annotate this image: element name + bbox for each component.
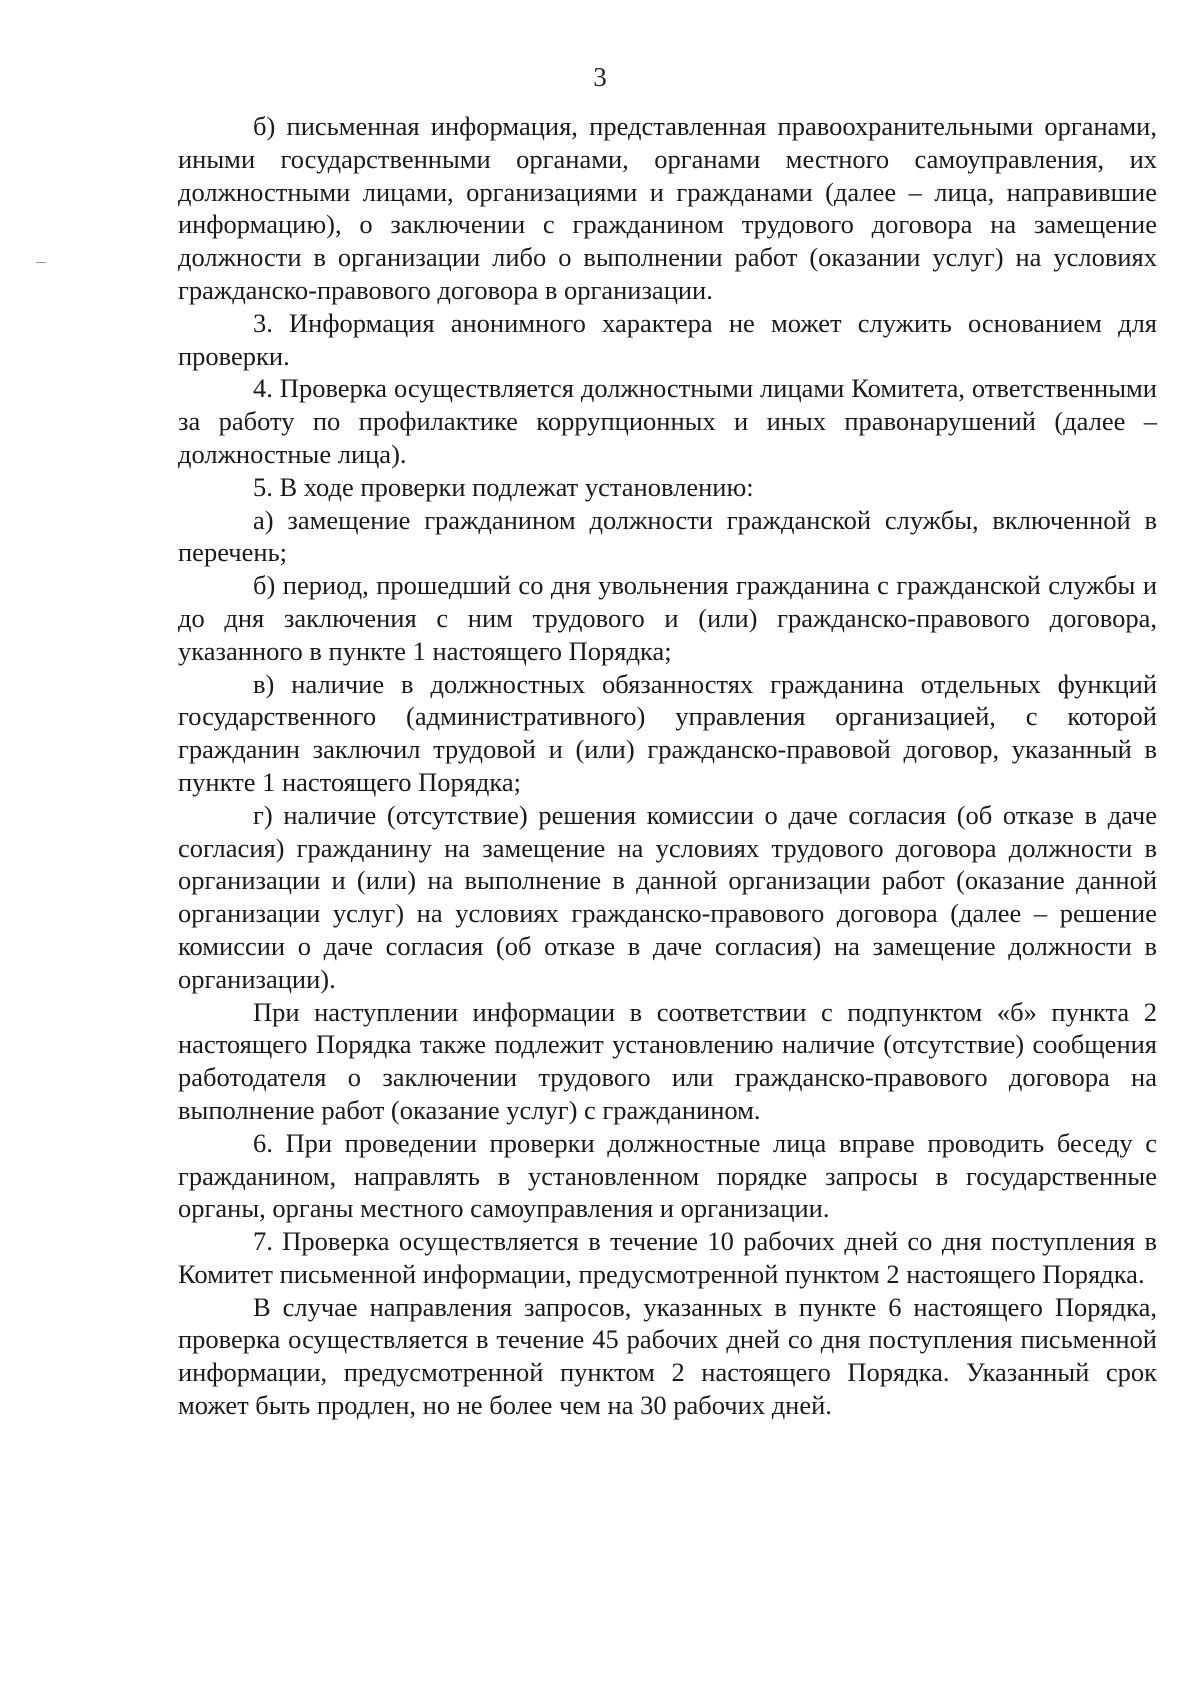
margin-mark (36, 262, 46, 263)
paragraph-3-anonymous-information: 3. Информация анонимного характера не может служить основанием для проверки. (178, 307, 1157, 371)
page-number: 3 (593, 62, 607, 92)
paragraph-5v-management-functions: в) наличие в должностных обязанностях гражданина отдельных функций государственного (административного) управления организацией, с которой гражданин заключил трудовой и (или) гражданско-правовой договор, указанный в пункте 1 настоящего Порядка; (178, 668, 1157, 797)
paragraph-extended-term: В случае направления запросов, указанных в пункте 6 настоящего Порядка, проверка осуществляется в течение 45 рабочих дней со дня поступления письменной информации, предусмотренной пунктом 2 настоящего Порядка. Указанный срок может быть продлен, но не более чем на 30 рабочих дней. (178, 1291, 1157, 1421)
paragraph-2b-written-information: б) письменная информация, представленная правоохранительными органами, иными государственными органами, органами местного самоуправления, их должностными лицами, организациями и гражданами (далее – лица, направившие информацию), о заключении с гражданином трудового договора на замещение должности в организации либо о выполнении работ (оказании услуг) на условиях гражданско-правового договора в организации. (178, 111, 1157, 305)
paragraph-7-verification-term: 7. Проверка осуществляется в течение 10 рабочих дней со дня поступления в Комитет письменной информации, предусмотренной пунктом 2 настоящего Порядка. (178, 1226, 1157, 1289)
paragraph-5a-position-in-list: а) замещение гражданином должности гражданской службы, включенной в перечень; (178, 504, 1157, 568)
paragraph-5-subject-of-verification: 5. В ходе проверки подлежат установлению: (253, 471, 754, 502)
paragraph-5g-commission-decision: г) наличие (отсутствие) решения комиссии о даче согласия (об отказе в даче согласия) гражданину на замещение на условиях трудового договора должности в организации и (или) на выполнение в данной организации работ (оказание данной организации услуг) на условиях гражданско-правового договора (далее – решение комиссии о даче согласия (об отказе в даче согласия) на замещение должности в организации). (178, 799, 1157, 994)
document-body (178, 110, 1157, 1422)
paragraph-6-conversation-and-requests: 6. При проведении проверки должностные лица вправе проводить беседу с гражданином, направлять в установленном порядке запросы в государственные органы, органы местного самоуправления и организации. (178, 1127, 1157, 1224)
paragraph-4-verification-officials: 4. Проверка осуществляется должностными лицами Комитета, ответственными за работу по профилактике коррупционных и иных правонарушений (далее – должностные лица). (178, 373, 1157, 469)
paragraph-employer-notification: При наступлении информации в соответствии с подпунктом «б» пункта 2 настоящего Порядка также подлежит установлению наличие (отсутствие) сообщения работодателя о заключении трудового или гражданско-правового договора на выполнение работ (оказание услуг) с гражданином. (178, 996, 1157, 1125)
paragraph-5b-elapsed-period: б) период, прошедший со дня увольнения гражданина с гражданской службы и до дня заключения с ним трудового и (или) гражданско-правового договора, указанного в пункте 1 настоящего Порядка; (178, 570, 1157, 666)
